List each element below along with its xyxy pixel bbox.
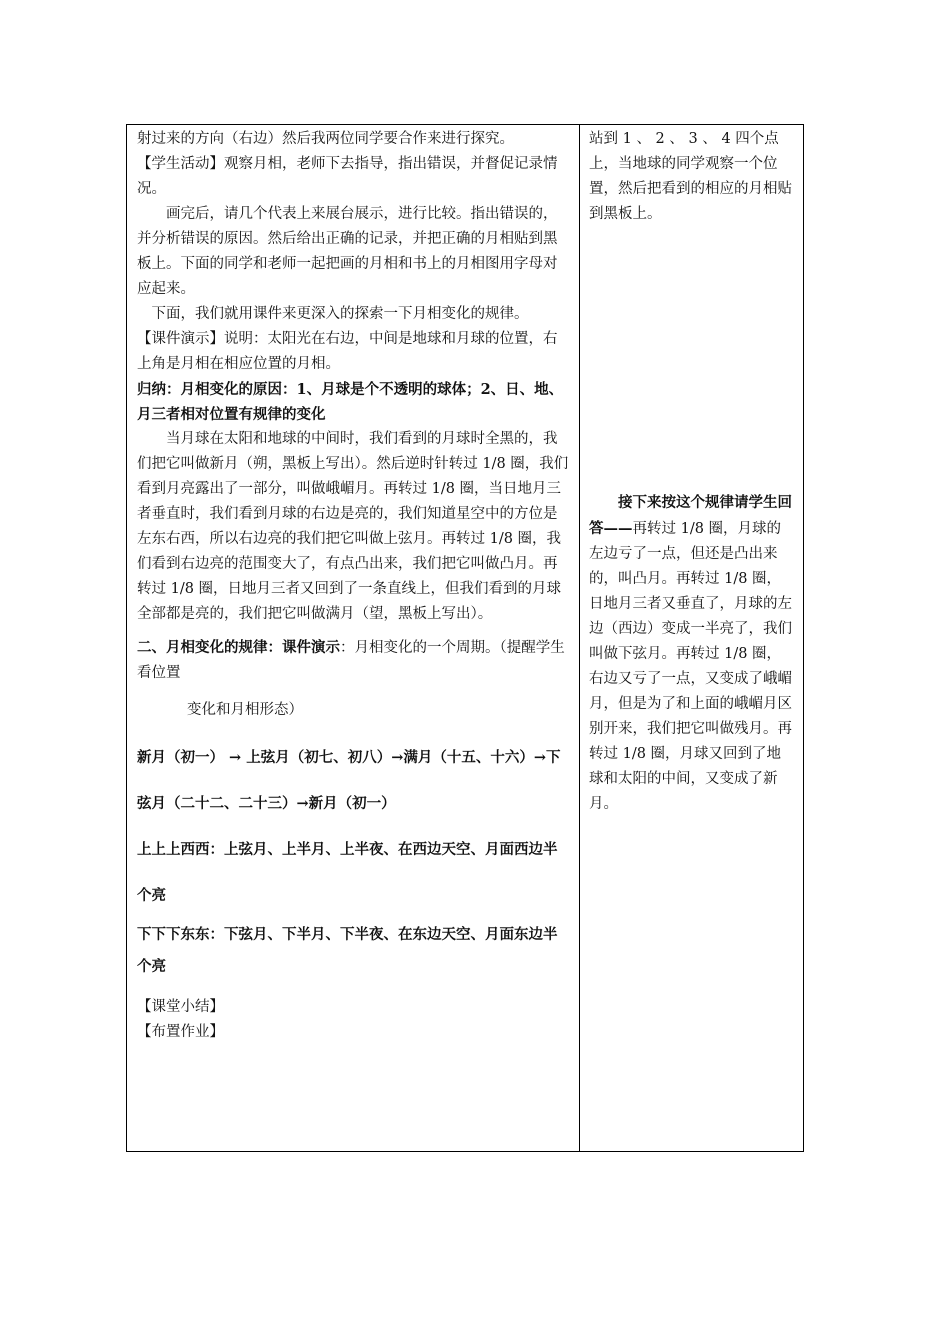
section-text: ：月相变化的一个周期。（提醒学生看位置	[137, 640, 565, 681]
summary-heading: 归纳：月相变化的原因：1、月球是个不透明的球体；2、日、地、月三者相对位置有规律的变化	[137, 381, 564, 423]
section-heading: 二、月相变化的规律：课件演示	[137, 639, 340, 656]
teacher-activity-column	[127, 125, 580, 1151]
lesson-table	[126, 124, 804, 1152]
paragraph	[137, 635, 571, 686]
paragraph: 【课件演示】说明：太阳光在右边，中间是地球和月球的位置，右上角是月相在相应位置的月相。	[137, 331, 558, 372]
homework-label: 【布置作业】	[137, 1024, 224, 1040]
paragraph: 站到 1 、 2 、 3 、 4 四个点上，当地球的同学观察一个位置，然后把看到的相应的月相贴到黑板上。	[589, 131, 792, 222]
paragraph: 射过来的方向（右边）然后我两位同学要合作来进行探究。	[137, 131, 514, 147]
answer-prompt: 接下来按这个规律请学生回答——	[589, 494, 792, 537]
paragraph: 变化和月相形态）	[187, 702, 303, 718]
mnemonic-waning: 下下下东东：下弦月、下半月、下半夜、在东边天空、月面东边半个亮	[137, 926, 558, 975]
paragraph: 下面，我们就用课件来更深入的探索一下月相变化的规律。	[151, 306, 529, 322]
answer-text: 再转过 1/8 圈，月球的左边亏了一点，但还是凸出来的，叫凸月。再转过 1/8 圈，日地月三者又垂直了，月球的左边（西边）变成一半亮了，我们叫做下弦月。再转过 1/8 圈，右边又亏了一点，又变成了峨嵋月，但是为了和上面的峨嵋月区别开来，我们把它叫做残月。再转过 1/8 圈，月球又回到了地球和太阳的中间，又变成了新月。	[589, 521, 792, 812]
paragraph: 当月球在太阳和地球的中间时，我们看到的月球时全黑的，我们把它叫做新月（朔，黑板上写出）。然后逆时针转过 1/8 圈，我们看到月亮露出了一部分，叫做峨嵋月。再转过 1/8 圈，当日地月三者垂直时，我们看到月球的右边是亮的，我们知道星空中的方位是左东右西，所以右边亮的我们把它叫做上弦月。再转过 1/8 圈，我们看到右边亮的范围变大了，有点凸出来，我们把它叫做凸月。再转过 1/8 圈，日地月三者又回到了一条直线上，但我们看到的月球全部都是亮的，我们把它叫做满月（望，黑板上写出）。	[137, 431, 569, 622]
student-activity-column	[580, 125, 803, 1151]
class-summary-label: 【课堂小结】	[137, 999, 224, 1015]
moon-phase-sequence: 新月（初一） → 上弦月（初七、初八）→满月（十五、十六）→下弦月（二十二、二十三）→新月（初一）	[137, 749, 561, 812]
mnemonic-waxing: 上上上西西：上弦月、上半月、上半夜、在西边天空、月面西边半个亮	[137, 841, 558, 904]
paragraph: 画完后，请几个代表上来展台展示，进行比较。指出错误的，并分析错误的原因。然后给出正确的记录，并把正确的月相贴到黑板上。下面的同学和老师一起把画的月相和书上的月相图用字母对应起来。	[137, 206, 558, 297]
paragraph: 【学生活动】观察月相，老师下去指导，指出错误，并督促记录情况。	[137, 156, 558, 197]
paragraph	[589, 490, 795, 817]
